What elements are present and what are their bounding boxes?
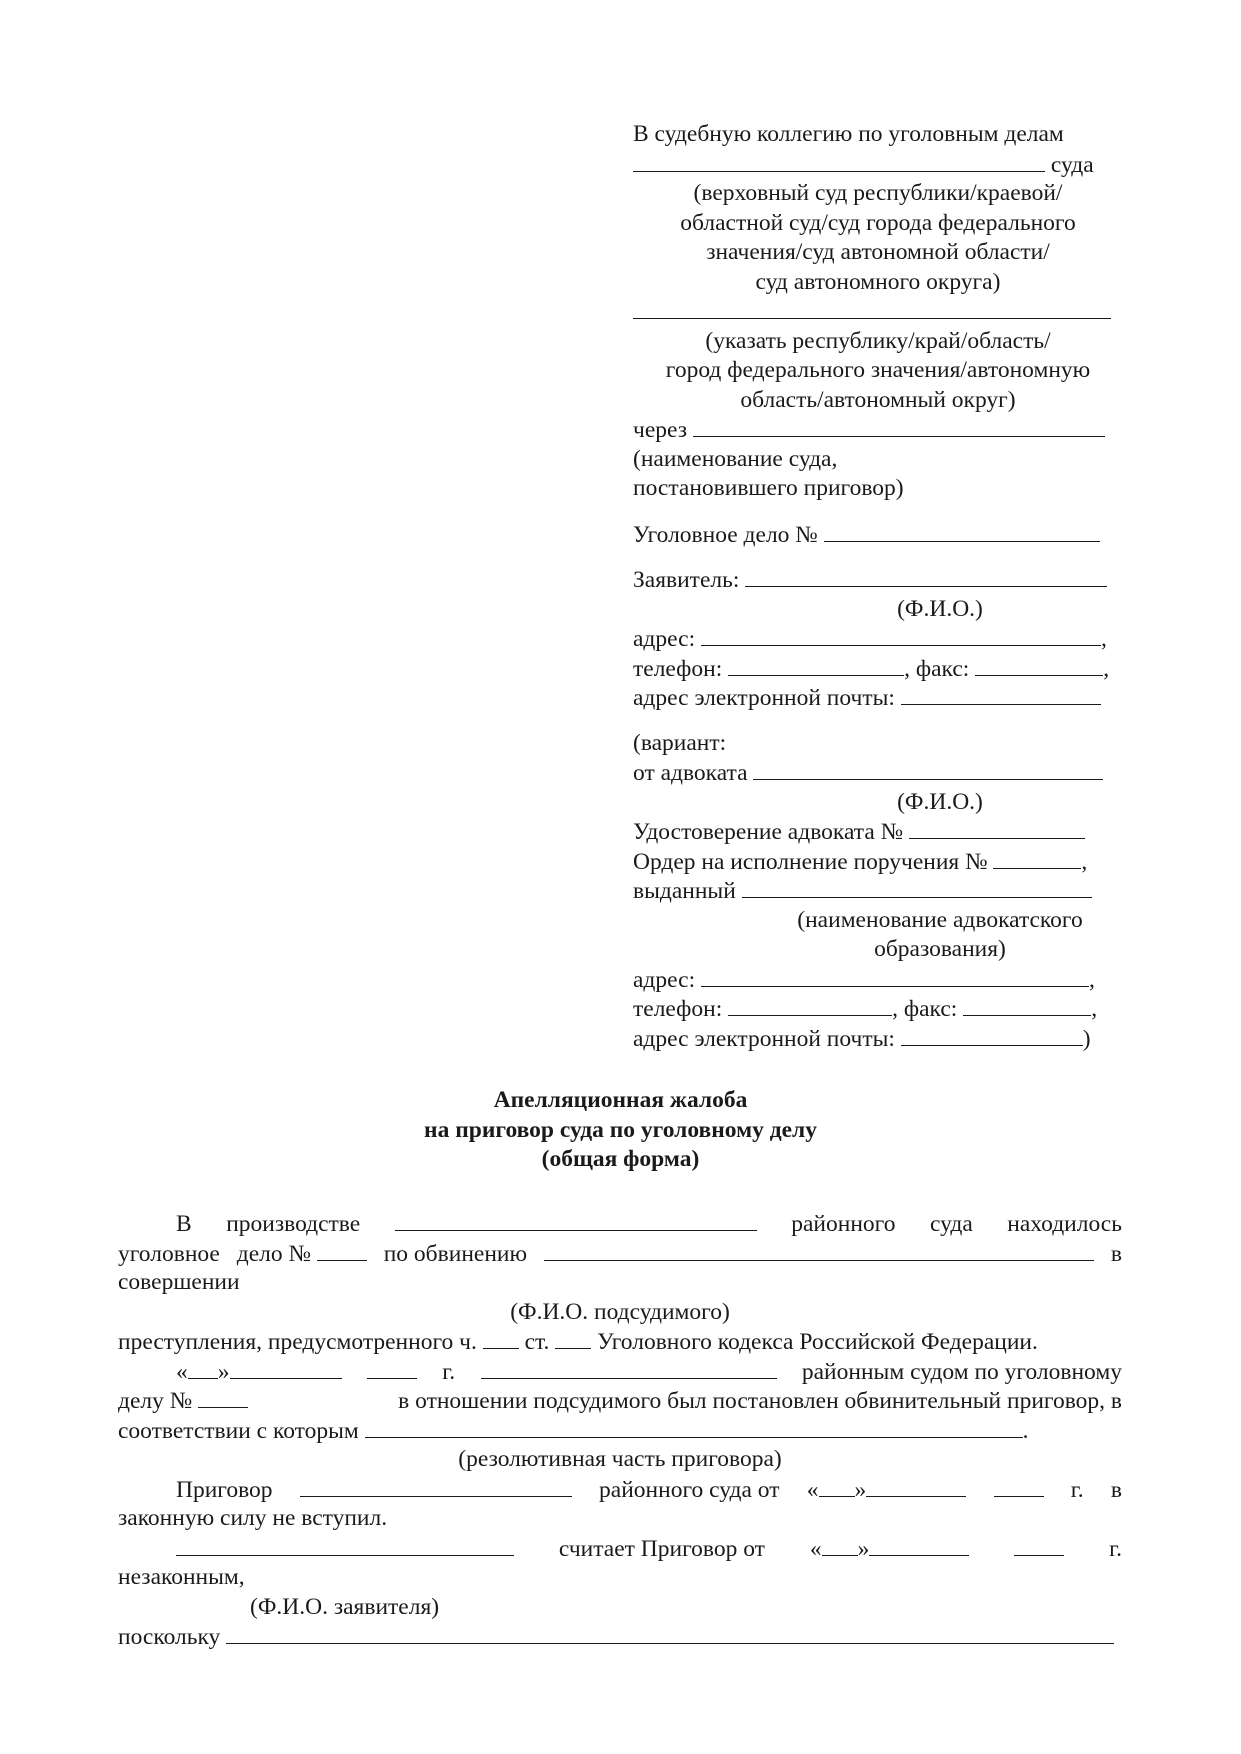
- trial-court-blank[interactable]: [395, 1209, 757, 1231]
- part-blank[interactable]: [483, 1327, 519, 1349]
- via-court-blank[interactable]: [693, 415, 1105, 437]
- complaint-body: [118, 1209, 1122, 1652]
- court-name-blank[interactable]: [633, 150, 1045, 172]
- document-title: [0, 1086, 1241, 1175]
- court-hint-1: (верховный суд республики/краевой/: [693, 180, 1063, 206]
- email2-label: адрес электронной почты:: [633, 1025, 895, 1052]
- certificate-blank[interactable]: [909, 817, 1085, 839]
- body-line-12: поскольку: [118, 1622, 1122, 1652]
- case-no-2-blank[interactable]: [198, 1386, 248, 1408]
- body-line-9: законную силу не вступил.: [118, 1505, 388, 1531]
- email2-blank[interactable]: [901, 1024, 1083, 1046]
- body-line-10: считает Приговор от « » г.: [118, 1534, 1122, 1564]
- reason-blank[interactable]: [226, 1622, 1114, 1644]
- defendant-hint: (Ф.И.О. подсудимого): [510, 1298, 730, 1325]
- court-line: В судебную коллегию по уголовным делам: [633, 121, 1064, 147]
- defendant-blank[interactable]: [544, 1239, 1094, 1261]
- title-line-3: (общая форма): [541, 1146, 700, 1172]
- address2-label: адрес:: [633, 966, 696, 993]
- variant-label: (вариант:: [633, 729, 727, 756]
- applicant-fio-hint: (Ф.И.О.): [897, 595, 983, 622]
- case-number-label: Уголовное дело №: [633, 521, 818, 548]
- bar-hint-1: (наименование адвокатского: [797, 906, 1083, 933]
- address2-blank[interactable]: [701, 965, 1089, 987]
- body-line-3: совершении: [118, 1269, 240, 1295]
- verdict-month-blank[interactable]: [230, 1357, 342, 1379]
- applicant-fio-blank[interactable]: [745, 565, 1107, 587]
- verdict-court-2-blank[interactable]: [300, 1475, 572, 1497]
- region-hint-1: (указать республику/край/область/: [705, 327, 1051, 354]
- court-hint-4: суд автономного округа): [755, 268, 1001, 295]
- body-line-11: незаконным,: [118, 1564, 245, 1590]
- fax2-blank[interactable]: [963, 994, 1091, 1016]
- article-blank[interactable]: [555, 1327, 591, 1349]
- body-line-4: преступления, предусмотренного ч. ст. Уголовного кодекса Российской Федерации.: [118, 1329, 1038, 1355]
- region-blank[interactable]: [633, 297, 1111, 319]
- body-line-5: « » г. районным судом по уголовному: [176, 1358, 1122, 1385]
- title-line-1: Апелляционная жалоба: [493, 1087, 748, 1113]
- bar-hint-2: образования): [874, 936, 1006, 962]
- court-hint-3: значения/суд автономной области/: [706, 239, 1050, 265]
- fax-label: , факс:: [904, 655, 970, 682]
- via-label: через: [633, 417, 687, 443]
- addressee-block: В судебную коллегию по уголовным делам суда (верховный суд республики/краевой/ областной суд/суд города федерального значения/суд автономной области/ суд автономного округа) (указать республику/край/область/ город федерального значения/автономную область/автономный округ) через (наименование суда, постановившего приговор) Уголовное дело № Заявитель: (Ф.И.О.) адрес: , телефон: , факс: , адрес электронной почты: (вариант: от адвоката (Ф.И.О.) Удостоверение адвоката № Ордер на исполнение поручения № , выданный (наименование адвокатского образования) адрес: , телефон: , факс: , адрес электронной почты: ): [633, 120, 1123, 1053]
- via-hint-1: (наименование суда,: [633, 445, 838, 472]
- certificate-label: Удостоверение адвоката №: [633, 819, 904, 845]
- lawyer-label: от адвоката: [633, 760, 748, 786]
- court-suffix: суда: [1050, 151, 1094, 178]
- address-label: адрес:: [633, 626, 696, 652]
- issued-blank[interactable]: [742, 876, 1092, 898]
- applicant-hint: (Ф.И.О. заявителя): [250, 1593, 440, 1620]
- verdict-court-blank[interactable]: [481, 1357, 777, 1379]
- via-hint-2: постановившего приговор): [633, 475, 904, 501]
- phone2-blank[interactable]: [728, 994, 892, 1016]
- phone2-label: телефон:: [633, 996, 723, 1022]
- email-blank[interactable]: [901, 683, 1101, 705]
- verdict-day-blank[interactable]: [188, 1357, 218, 1379]
- issued-label: выданный: [633, 878, 736, 904]
- phone-blank[interactable]: [728, 654, 904, 676]
- fax-blank[interactable]: [975, 654, 1103, 676]
- verdict-year-blank[interactable]: [367, 1357, 417, 1379]
- address-blank[interactable]: [701, 624, 1101, 646]
- region-hint-2: город федерального значения/автономную: [665, 357, 1091, 383]
- body-line-8: Приговор районного суда от « » г. в: [176, 1476, 1122, 1503]
- email-label: адрес электронной почты:: [633, 685, 895, 711]
- verdict-hint: (резолютивная часть приговора): [458, 1446, 782, 1472]
- body-line-7: соответствии с которым .: [118, 1417, 1029, 1444]
- fax2-label: , факс:: [892, 996, 958, 1022]
- verdict-month-3-blank[interactable]: [869, 1534, 969, 1556]
- applicant-name-blank[interactable]: [176, 1534, 514, 1556]
- verdict-day-3-blank[interactable]: [822, 1534, 858, 1556]
- verdict-day-2-blank[interactable]: [819, 1475, 855, 1497]
- case-no-blank[interactable]: [317, 1239, 367, 1261]
- verdict-year-2-blank[interactable]: [994, 1475, 1044, 1497]
- lawyer-fio-blank[interactable]: [753, 758, 1103, 780]
- lawyer-fio-hint: (Ф.И.О.): [897, 788, 983, 815]
- verdict-month-2-blank[interactable]: [866, 1475, 966, 1497]
- body-line-1: В производстве районного суда находилось: [176, 1211, 1122, 1237]
- title-line-2: на приговор суда по уголовному делу: [424, 1116, 817, 1143]
- region-hint-3: область/автономный округ): [740, 386, 1016, 413]
- applicant-label: Заявитель:: [633, 567, 740, 593]
- order-blank[interactable]: [993, 847, 1081, 869]
- case-number-blank[interactable]: [824, 520, 1100, 542]
- phone-label: телефон:: [633, 655, 723, 682]
- verdict-year-3-blank[interactable]: [1014, 1534, 1064, 1556]
- court-hint-2: областной суд/суд города федерального: [680, 209, 1076, 236]
- body-line-6: делу № в отношении подсудимого был постановлен обвинительный приговор, в: [118, 1388, 1122, 1414]
- verdict-operative-blank[interactable]: [365, 1416, 1023, 1438]
- body-line-2: уголовное дело № по обвинению в: [118, 1240, 1122, 1267]
- order-label: Ордер на исполнение поручения №: [633, 848, 988, 875]
